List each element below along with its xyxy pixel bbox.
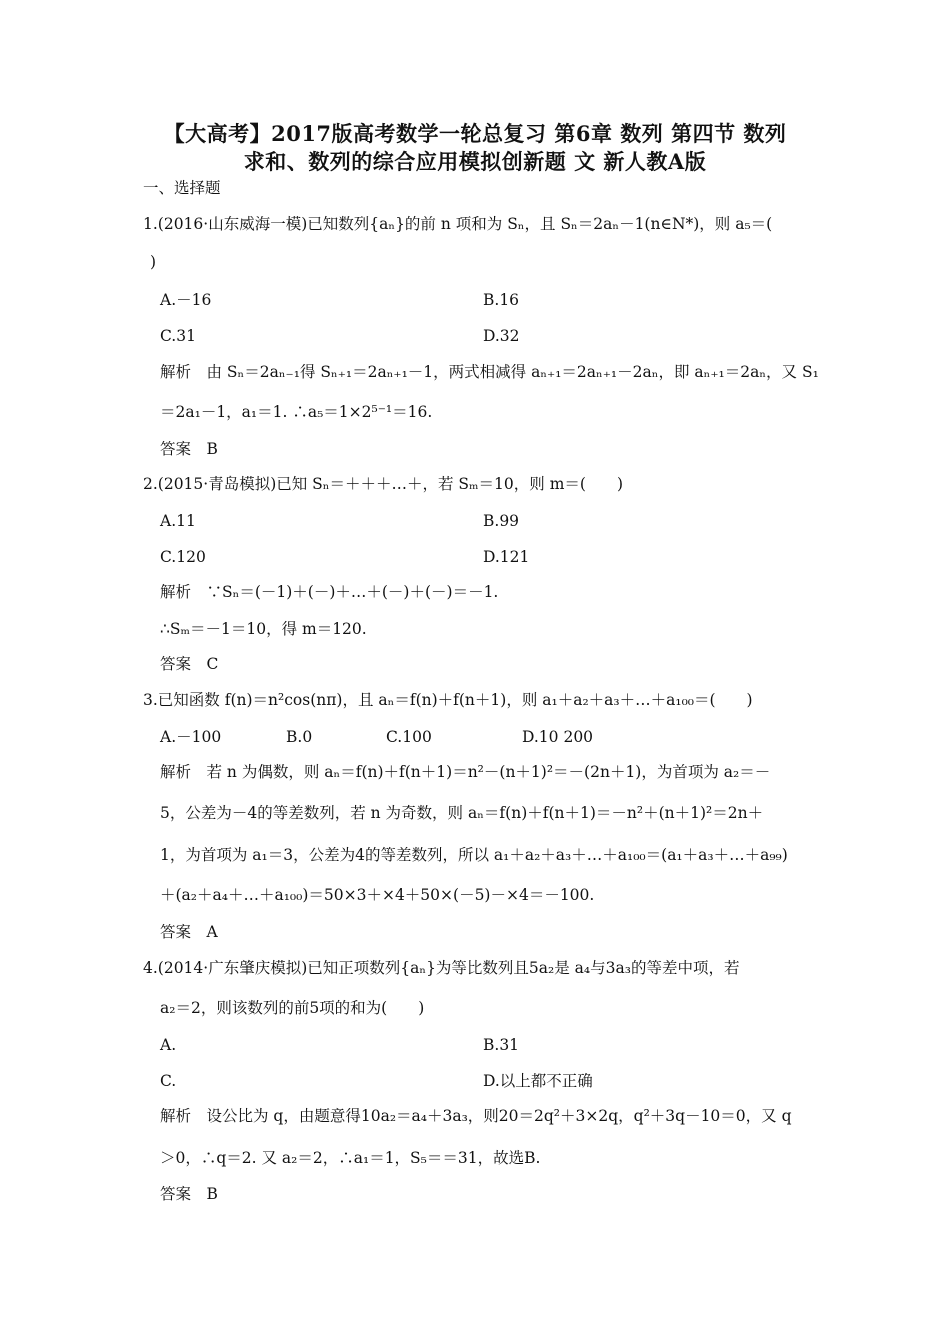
q3-option-c: C.100 bbox=[386, 728, 432, 746]
q2-option-b: B.99 bbox=[483, 512, 520, 530]
q2-analysis-line-1: 解析 ∵Sₙ＝(－1)＋(－)＋…＋(－)＋(－)＝－1. bbox=[160, 583, 499, 601]
q2-option-c: C.120 bbox=[160, 548, 206, 566]
q2-answer: 答案 C bbox=[160, 655, 219, 673]
q1-stem-close: ) bbox=[150, 253, 157, 271]
q1-analysis-line-1: 解析 由 Sₙ＝2aₙ₋₁得 Sₙ₊₁＝2aₙ₊₁－1，两式相减得 aₙ₊₁＝2aₙ₊₁－2aₙ，即 aₙ₊₁＝2aₙ，又 S₁ bbox=[160, 363, 819, 381]
q2-stem: 2.(2015·青岛模拟)已知 Sₙ＝＋＋＋…＋，若 Sₘ＝10，则 m＝( ) bbox=[143, 475, 624, 493]
q1-answer: 答案 B bbox=[160, 440, 218, 458]
q3-stem: 3.已知函数 f(n)＝n²cos(nπ)，且 aₙ＝f(n)＋f(n＋1)，则 a₁＋a₂＋a₃＋…＋a₁₀₀＝( ) bbox=[143, 691, 753, 709]
q2-option-d: D.121 bbox=[483, 548, 530, 566]
q1-option-a: A.－16 bbox=[160, 291, 212, 309]
q4-stem-line-2: a₂＝2，则该数列的前5项的和为( ) bbox=[160, 999, 425, 1017]
section-heading: 一、选择题 bbox=[143, 179, 221, 197]
q3-analysis-line-4: ＋(a₂＋a₄＋…＋a₁₀₀)＝50×3＋×4＋50×(－5)－×4＝－100. bbox=[160, 886, 595, 904]
q4-analysis-line-2: ＞0，∴q＝2. 又 a₂＝2，∴a₁＝1，S₅＝＝31，故选B. bbox=[160, 1149, 541, 1167]
q3-answer: 答案 A bbox=[160, 923, 218, 941]
q1-analysis-line-2: ＝2a₁－1，a₁＝1. ∴a₅＝1×2⁵⁻¹＝16. bbox=[160, 403, 433, 421]
q1-stem: 1.(2016·山东威海一模)已知数列{aₙ}的前 n 项和为 Sₙ，且 Sₙ＝2aₙ－1(n∈N*)，则 a₅＝( bbox=[143, 215, 773, 233]
q4-stem-line-1: 4.(2014·广东肇庆模拟)已知正项数列{aₙ}为等比数列且5a₂是 a₄与3a₃的等差中项，若 bbox=[143, 959, 740, 977]
q3-option-d: D.10 200 bbox=[522, 728, 594, 746]
q2-analysis-line-2: ∴Sₘ＝－1＝10，得 m＝120. bbox=[160, 620, 367, 638]
q3-option-b: B.0 bbox=[286, 728, 313, 746]
q3-option-a: A.－100 bbox=[160, 728, 222, 746]
q3-analysis-line-2: 5，公差为－4的等差数列，若 n 为奇数，则 aₙ＝f(n)＋f(n＋1)＝－n²＋(n＋1)²＝2n＋ bbox=[160, 804, 764, 822]
q4-analysis-line-1: 解析 设公比为 q，由题意得10a₂＝a₄＋3a₃，则20＝2q²＋3×2q，q²＋3q－10＝0，又 q bbox=[160, 1107, 792, 1125]
q1-option-c: C.31 bbox=[160, 327, 196, 345]
q4-option-a: A. bbox=[160, 1036, 177, 1054]
q4-answer: 答案 B bbox=[160, 1185, 218, 1203]
q1-option-b: B.16 bbox=[483, 291, 520, 309]
q3-analysis-line-3: 1，为首项为 a₁＝3，公差为4的等差数列，所以 a₁＋a₂＋a₃＋…＋a₁₀₀＝(a₁＋a₃＋…＋a₉₉) bbox=[160, 846, 788, 864]
q4-option-c: C. bbox=[160, 1072, 177, 1090]
q2-option-a: A.11 bbox=[160, 512, 196, 530]
document-title bbox=[120, 120, 830, 176]
title-line-1: 【大高考】2017版高考数学一轮总复习 第6章 数列 第四节 数列 bbox=[163, 121, 787, 146]
title-line-2: 求和、数列的综合应用模拟创新题 文 新人教A版 bbox=[243, 149, 707, 174]
q3-analysis-line-1: 解析 若 n 为偶数，则 aₙ＝f(n)＋f(n＋1)＝n²－(n＋1)²＝－(2n＋1)，为首项为 a₂＝－ bbox=[160, 763, 771, 781]
q4-option-b: B.31 bbox=[483, 1036, 520, 1054]
q1-option-d: D.32 bbox=[483, 327, 520, 345]
q4-option-d: D.以上都不正确 bbox=[483, 1072, 593, 1090]
